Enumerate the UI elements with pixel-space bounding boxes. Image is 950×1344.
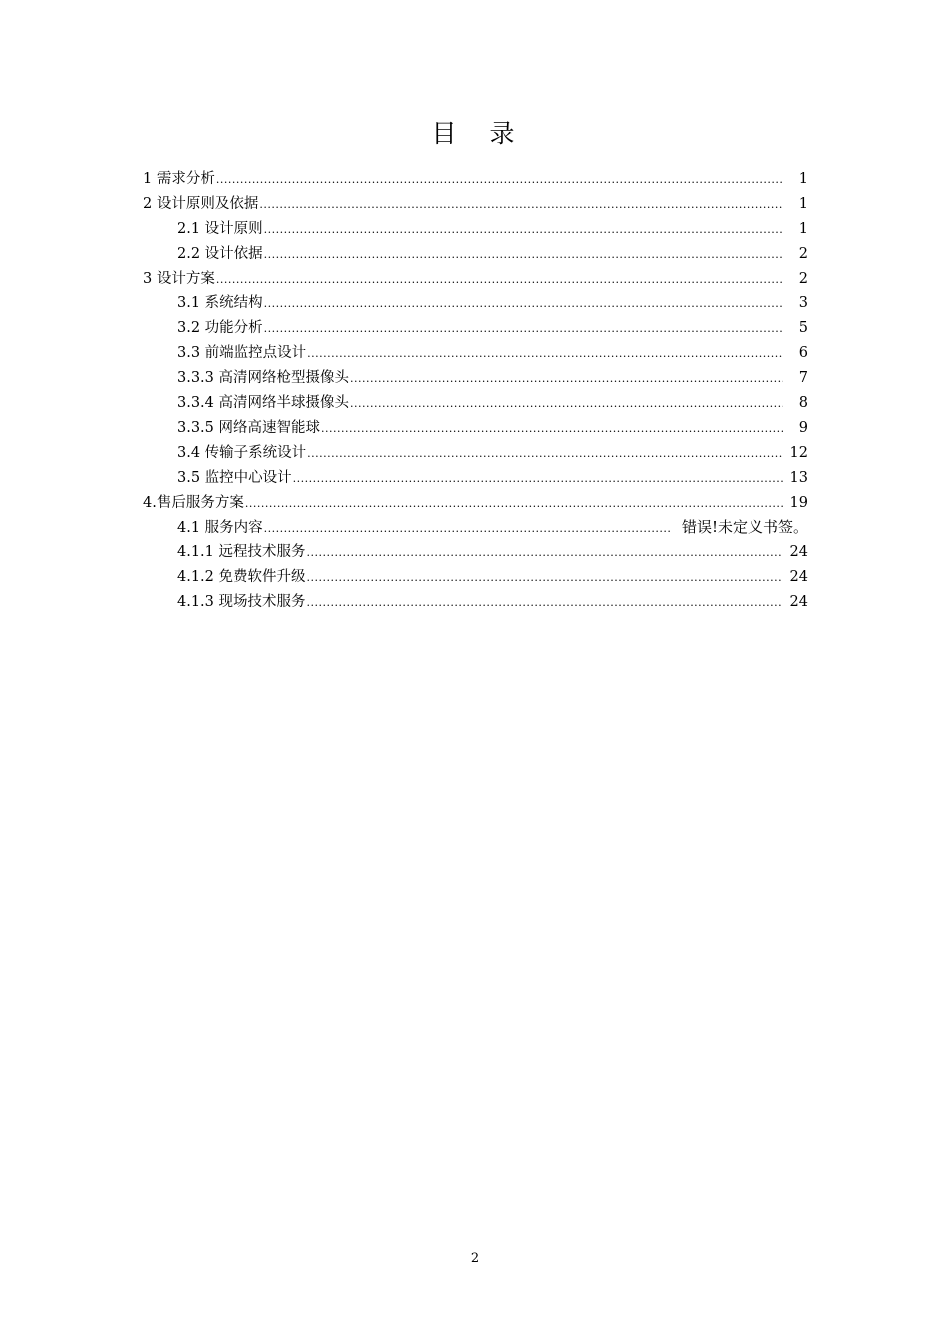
toc-entry-label: 4.1 服务内容 [177,520,263,537]
dot-leader [321,417,783,442]
toc-entry-2-2[interactable] [143,242,808,267]
dot-leader [307,566,783,591]
toc-entry-3-4[interactable] [143,441,808,466]
toc-entry-page: 24 [789,544,808,561]
toc-entry-label: 2 设计原则及依据 [143,195,259,212]
toc-entry-page: 2 [798,245,808,262]
toc-entry-label: 2.2 设计依据 [177,245,263,262]
toc-entry-label: 1 需求分析 [143,171,215,187]
toc-entry-4[interactable] [143,491,808,516]
toc-entry-label: 3.4 传输子系统设计 [177,444,307,461]
toc-entry-page: 1 [798,220,808,237]
toc-entry-page: 1 [798,171,808,187]
toc-entry-label: 3.3.4 高清网络半球摄像头 [177,395,350,412]
toc-entry-3-5[interactable] [143,466,808,491]
toc-entry-label: 3 设计方案 [143,270,215,287]
toc-entry-4-1-1[interactable] [143,540,808,565]
toc-entry-label: 4.1.3 现场技术服务 [177,594,306,611]
toc-entry-page: 9 [798,419,808,436]
toc-entry-page: 6 [798,345,808,362]
toc-entry-2[interactable] [143,192,808,217]
dot-leader [264,517,671,542]
toc-entry-2-1[interactable] [143,217,808,242]
toc-entry-label: 2.1 设计原则 [177,220,263,237]
toc-entry-page: 5 [798,320,808,337]
toc-entry-4-1-2[interactable] [143,565,808,590]
page-number: 2 [470,1251,480,1266]
dot-leader [293,467,783,492]
toc-entry-label: 3.1 系统结构 [177,295,263,312]
toc-entry-page: 12 [789,444,808,461]
toc-entry-label: 3.3.3 高清网络枪型摄像头 [177,370,350,387]
toc-entry-3-1[interactable] [143,291,808,316]
table-of-contents [143,167,808,615]
toc-entry-3-2[interactable] [143,316,808,341]
dot-leader [264,218,783,243]
dot-leader [216,268,783,293]
toc-entry-label: 3.5 监控中心设计 [177,469,292,486]
dot-leader [307,442,783,467]
dot-leader [264,317,783,342]
dot-leader [307,541,783,566]
toc-title: 目 录 [431,119,519,148]
toc-entry-page: 1 [798,195,808,212]
dot-leader [216,168,783,193]
toc-entry-page: 8 [798,395,808,412]
toc-entry-3[interactable] [143,267,808,292]
toc-entry-page: 3 [798,295,808,312]
dot-leader [350,392,783,417]
toc-entry-1[interactable] [143,167,808,192]
dot-leader [245,492,783,517]
toc-entry-page: 24 [789,569,808,586]
toc-entry-page: 13 [789,469,808,486]
toc-entry-page: 7 [798,370,808,387]
dot-leader [307,342,783,367]
toc-entry-3-3-3[interactable] [143,366,808,391]
toc-entry-label: 4.1.2 免费软件升级 [177,569,306,586]
dot-leader [307,591,783,616]
toc-entry-page: 2 [798,270,808,287]
toc-entry-4-1[interactable] [143,515,808,540]
toc-entry-label: 4.售后服务方案 [143,494,244,511]
dot-leader [259,193,783,218]
toc-entry-label: 3.3 前端监控点设计 [177,345,307,362]
toc-entry-label: 4.1.1 远程技术服务 [177,544,306,561]
dot-leader [264,243,783,268]
toc-entry-label: 3.2 功能分析 [177,320,263,337]
toc-entry-4-1-3[interactable] [143,590,808,615]
toc-entry-label: 3.3.5 网络高速智能球 [177,419,321,436]
toc-entry-3-3-5[interactable] [143,416,808,441]
dot-leader [350,367,783,392]
toc-entry-page: 19 [789,494,808,511]
toc-entry-3-3[interactable] [143,341,808,366]
toc-entry-page: 24 [789,594,808,611]
toc-entry-3-3-4[interactable] [143,391,808,416]
toc-entry-page-error: 错误!未定义书签。 [681,518,808,537]
dot-leader [264,292,783,317]
